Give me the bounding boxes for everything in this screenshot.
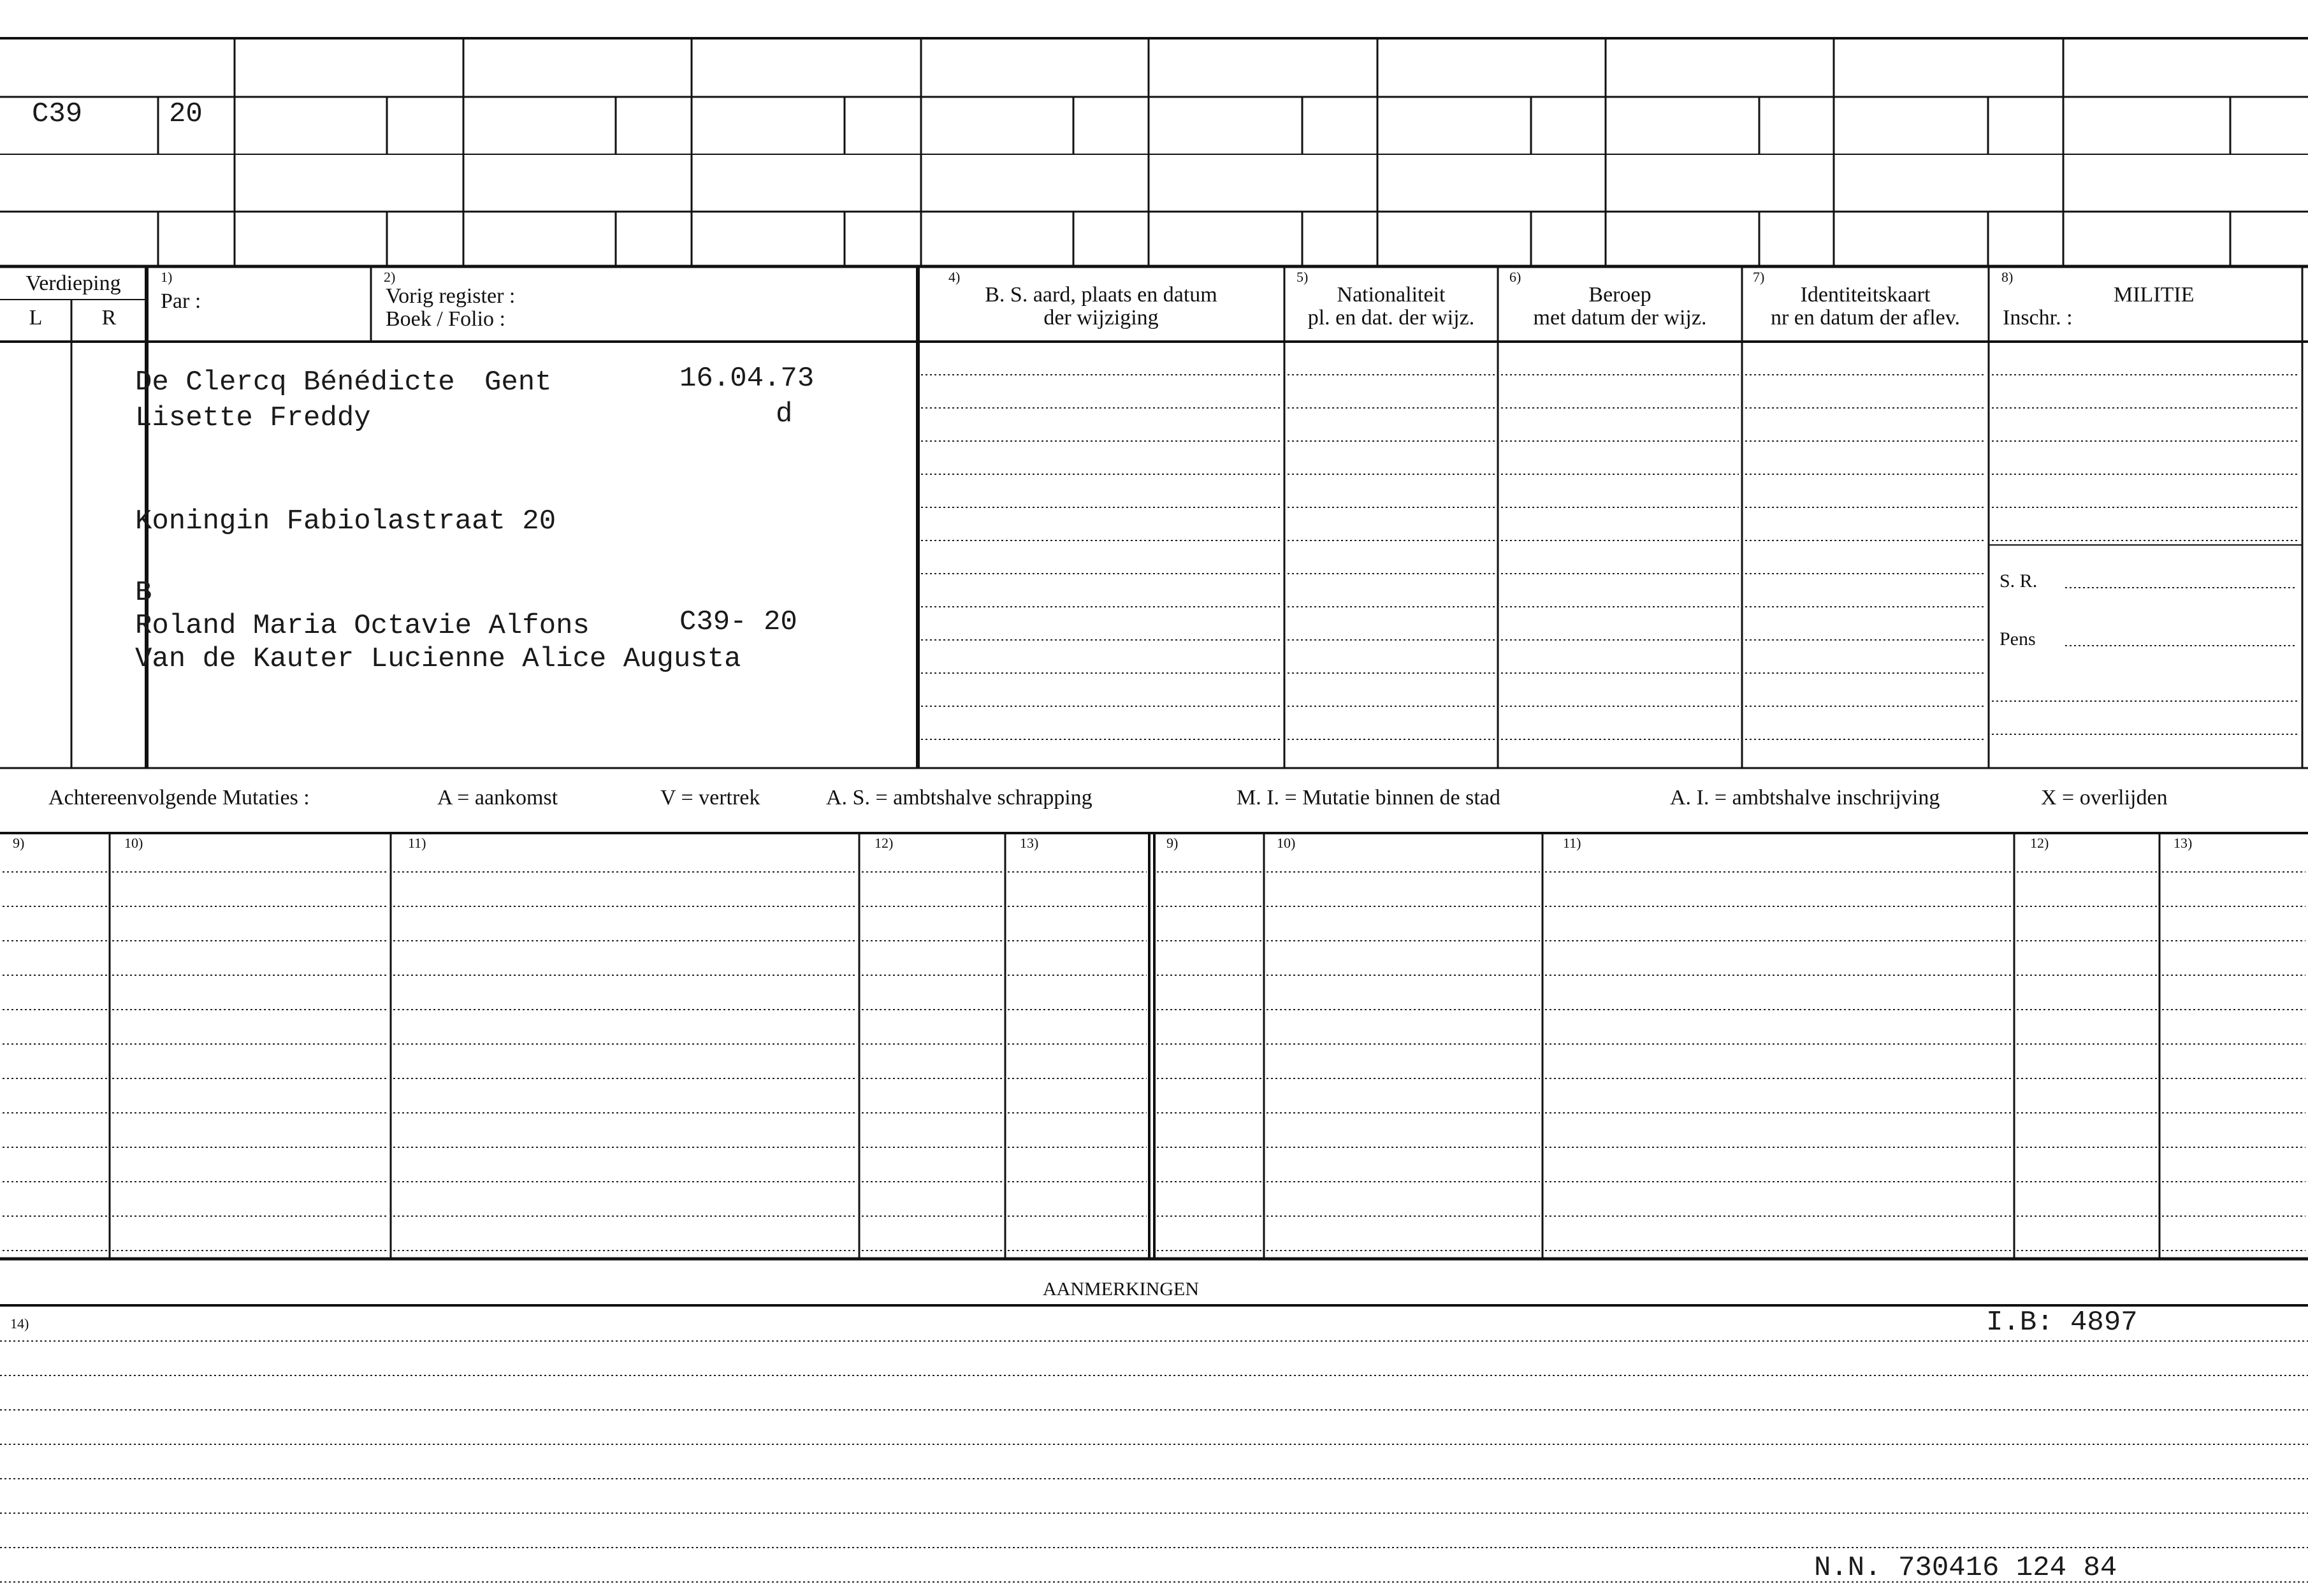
remarks-n14: 14) xyxy=(10,1316,29,1331)
header-bs-line1: B. S. aard, plaats en datum xyxy=(985,283,1217,307)
legend-title: Achtereenvolgende Mutaties : xyxy=(48,786,310,809)
header-n5: 5) xyxy=(1296,269,1309,285)
mut-col-9b: 9) xyxy=(1166,835,1179,851)
entry-mark-b: B xyxy=(135,577,152,609)
header-vorig-register: Vorig register : xyxy=(386,284,516,308)
header-ber-line1: Beroep xyxy=(1588,283,1651,307)
legend-as: A. S. = ambtshalve schrapping xyxy=(826,786,1092,809)
register-number: 20 xyxy=(169,98,203,130)
mut-col-12b: 12) xyxy=(2030,835,2049,851)
header-inschr: Inschr. : xyxy=(2003,306,2073,330)
header-verdieping: Verdieping xyxy=(25,272,121,295)
header-id-line2: nr en datum der aflev. xyxy=(1770,306,1961,330)
entry-second-name: Lisette Freddy xyxy=(135,402,371,434)
header-ber-line2: met datum der wijz. xyxy=(1533,306,1707,330)
entry-address: Koningin Fabiolastraat 20 xyxy=(135,505,556,537)
remarks-nn: N.N. 730416 124 84 xyxy=(1814,1552,2117,1584)
militie-pens: Pens xyxy=(2000,628,2036,649)
entry-date: 16.04.73 xyxy=(679,363,815,395)
entry-mark: d xyxy=(776,398,793,430)
register-code: C39 xyxy=(32,98,83,130)
entry-father: Roland Maria Octavie Alfons xyxy=(135,610,590,642)
header-n6: 6) xyxy=(1509,269,1521,285)
entry-father-code: C39- 20 xyxy=(679,606,797,638)
header-nat-line2: pl. en dat. der wijz. xyxy=(1307,306,1475,330)
remarks-title: AANMERKINGEN xyxy=(1043,1279,1199,1300)
header-n2: 2) xyxy=(384,269,396,285)
header-boek-folio: Boek / Folio : xyxy=(386,307,505,331)
mut-col-11a: 11) xyxy=(408,835,426,851)
mut-col-9a: 9) xyxy=(13,835,25,851)
mut-col-13a: 13) xyxy=(1020,835,1039,851)
legend-x: X = overlijden xyxy=(2041,786,2168,809)
header-col-l: L xyxy=(29,306,43,330)
header-militie: MILITIE xyxy=(2114,283,2195,307)
mut-col-12a: 12) xyxy=(875,835,894,851)
mut-col-10b: 10) xyxy=(1277,835,1296,851)
entry-name: De Clercq Bénédicte xyxy=(135,366,455,398)
header-n7: 7) xyxy=(1753,269,1765,285)
remarks-ib: I.B: 4897 xyxy=(1986,1307,2138,1338)
mut-col-10a: 10) xyxy=(124,835,143,851)
entry-mother: Van de Kauter Lucienne Alice Augusta xyxy=(135,643,741,675)
legend-ai: A. I. = ambtshalve inschrijving xyxy=(1670,786,1940,809)
header-par: Par : xyxy=(161,289,201,313)
legend-a: A = aankomst xyxy=(437,786,558,809)
header-col-r: R xyxy=(101,306,117,330)
mut-col-13b: 13) xyxy=(2174,835,2193,851)
mut-col-11b: 11) xyxy=(1563,835,1581,851)
header-nat-line1: Nationaliteit xyxy=(1337,283,1446,307)
legend-mi: M. I. = Mutatie binnen de stad xyxy=(1237,786,1500,809)
legend-v: V = vertrek xyxy=(660,786,760,809)
header-bs-line2: der wijziging xyxy=(1043,306,1159,330)
header-id-line1: Identiteitskaart xyxy=(1800,283,1931,307)
header-n1: 1) xyxy=(161,269,173,285)
header-n4: 4) xyxy=(948,269,961,285)
header-n8: 8) xyxy=(2001,269,2014,285)
militie-sr: S. R. xyxy=(2000,570,2038,591)
entry-place: Gent xyxy=(484,366,552,398)
